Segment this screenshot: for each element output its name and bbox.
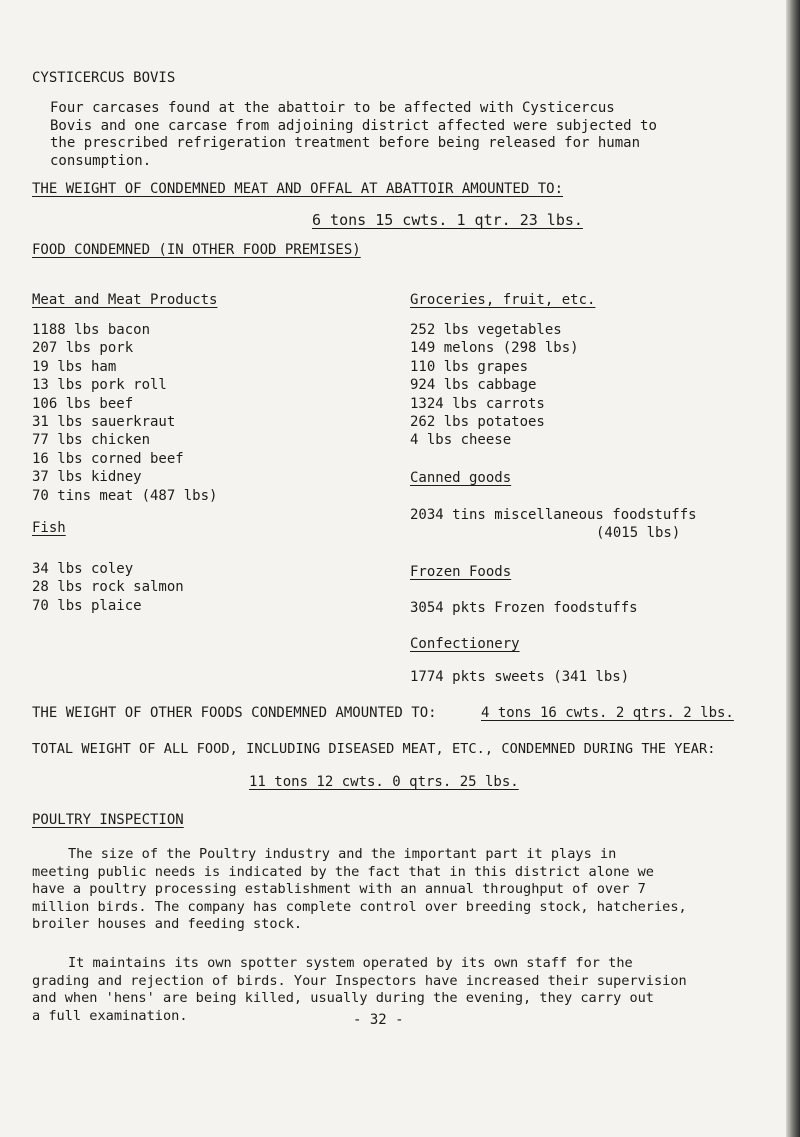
list-item: 106 lbs beef [32,395,134,412]
list-item: 70 tins meat (487 lbs) [32,487,218,504]
poultry-heading: POULTRY INSPECTION [32,812,184,828]
paragraph-line: consumption. [50,152,152,169]
poultry-paragraph-1 [32,846,687,934]
canned-line: 2034 tins miscellaneous foodstuffs [410,507,697,523]
groceries-list [410,321,579,450]
list-item: 37 lbs kidney [32,469,142,486]
list-item: 149 melons (298 lbs) [410,340,579,357]
paragraph-line: meeting public needs is indicated by the fact that in this district alone we [32,863,654,880]
list-item: 13 lbs pork roll [32,377,167,394]
fish-list [32,560,184,615]
list-item: 31 lbs sauerkraut [32,414,176,431]
paragraph-line: the prescribed refrigeration treatment before being released for human [50,135,641,151]
meat-list [32,321,217,505]
list-item: 16 lbs corned beef [32,450,184,467]
paragraph-line: Bovis and one carcase from adjoining district affected were subjected to [50,117,657,134]
canned-weight: (4015 lbs) [596,525,681,541]
list-item: 28 lbs rock salmon [32,579,184,596]
total-weight-value: 11 tons 12 cwts. 0 qtrs. 25 lbs. [249,774,519,790]
list-item: 1324 lbs carrots [410,395,545,412]
confectionery-line: 1774 pkts sweets (341 lbs) [410,669,630,685]
abattoir-weight-value: 6 tons 15 cwts. 1 qtr. 23 lbs. [312,211,583,229]
paragraph-line: and when 'hens' are being killed, usually during the evening, they carry out [32,990,654,1006]
other-foods-value: 4 tons 16 cwts. 2 qtrs. 2 lbs. [481,705,734,721]
paragraph-line: million birds. The company has complete control over breeding stock, hatcheries, [32,898,687,915]
other-foods-label: THE WEIGHT OF OTHER FOODS CONDEMNED AMOUNTED TO: [32,705,437,721]
abattoir-weight-heading: THE WEIGHT OF CONDEMNED MEAT AND OFFAL AT ABATTOIR AMOUNTED TO: [32,181,564,197]
paragraph-line: have a poultry processing establishment with an annual throughput of over 7 [32,881,646,897]
paragraph-line: Four carcases found at the abattoir to be affected with Cysticercus [50,100,615,116]
list-item: 110 lbs grapes [410,358,529,375]
list-item: 70 lbs plaice [32,597,142,614]
meat-heading: Meat and Meat Products [32,292,218,308]
list-item: 252 lbs vegetables [410,322,562,338]
paragraph-line: a full examination. [32,1007,188,1024]
cysticercus-heading: CYSTICERCUS BOVIS [32,70,176,86]
frozen-heading: Frozen Foods [410,564,512,580]
food-condemned-heading: FOOD CONDEMNED (IN OTHER FOOD PREMISES) [32,242,361,258]
list-item: 19 lbs ham [32,358,117,375]
canned-heading: Canned goods [410,470,512,486]
list-item: 77 lbs chicken [32,432,151,449]
scanned-page-edge [786,0,800,1137]
total-weight-label: TOTAL WEIGHT OF ALL FOOD, INCLUDING DISEASED MEAT, ETC., CONDEMNED DURING THE YEAR: [32,741,716,757]
paragraph-line: broiler houses and feeding stock. [32,916,303,932]
confectionery-heading: Confectionery [410,636,520,652]
list-item: 4 lbs cheese [410,432,512,449]
fish-heading: Fish [32,520,66,536]
list-item: 924 lbs cabbage [410,377,537,394]
paragraph-line: The size of the Poultry industry and the important part it plays in [68,846,617,862]
groceries-heading: Groceries, fruit, etc. [410,292,596,308]
cysticercus-paragraph [50,100,657,170]
paragraph-line: It maintains its own spotter system operated by its own staff for the [68,955,633,971]
page-number: - 32 - [353,1012,404,1028]
list-item: 262 lbs potatoes [410,414,545,431]
list-item: 1188 lbs bacon [32,322,151,338]
list-item: 34 lbs coley [32,561,134,577]
list-item: 207 lbs pork [32,340,134,357]
frozen-line: 3054 pkts Frozen foodstuffs [410,600,638,616]
paragraph-line: grading and rejection of birds. Your Inspectors have increased their supervision [32,972,687,989]
